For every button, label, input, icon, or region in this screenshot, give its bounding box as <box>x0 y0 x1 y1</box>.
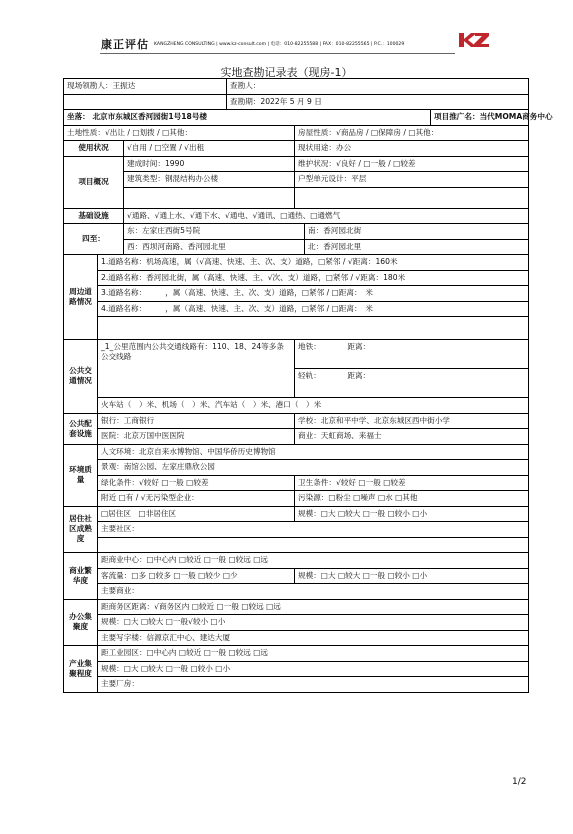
leader-cell: 现场领勘人：王振达 <box>64 79 227 95</box>
surveyor-cell: 查勘人： <box>227 79 529 95</box>
commercial-scale-cell: 规模：□大 □较大 □一般 □较小 □小 <box>295 568 529 584</box>
bank-cell: 银行：工商银行 <box>98 413 295 429</box>
industry-label: 产业集聚程度 <box>64 646 98 693</box>
roads-blank <box>98 317 529 340</box>
commerce-cell: 商业：天虹商场、来福士 <box>295 429 529 445</box>
unit-design-cell: 户型单元设计：平层 <box>295 172 529 188</box>
east-cell: 东：左家庄西街5号院 <box>124 224 305 240</box>
bounds-label: 四至： <box>64 224 124 255</box>
infra-label: 基础设施 <box>64 208 124 224</box>
office-scale-cell: 规模：□大 □较大 □一般√较小 □小 <box>98 615 529 631</box>
overview-blank-2 <box>295 187 529 208</box>
humanities-cell: 人文环境：北京自来水博物馆、中国华侨历史博物馆 <box>98 444 529 460</box>
maintenance-cell: 维护状况：√良好 / □一般 / □较差 <box>295 156 529 172</box>
south-cell: 南：香河园北街 <box>305 224 529 240</box>
industry-main-cell: 主要厂房： <box>98 677 529 693</box>
infra-value: √通路、√通上水、√通下水、√通电、√通讯、□通热、□通燃气 <box>124 208 529 224</box>
school-cell: 学校：北京和平中学、北京东城区西中街小学 <box>295 413 529 429</box>
landscape-cell: 景观：南馆公园、左家庄鼎欣公园 <box>98 460 529 476</box>
header-divider <box>100 53 455 54</box>
industry-scale-cell: 规模：□大 □较大 □一般 □较小 □小 <box>98 661 529 677</box>
industry-distance-cell: 距工业园区：□中心内 □较近 □一般 □较远 □远 <box>98 646 529 662</box>
hospital-cell: 医院：北京万国中医医院 <box>98 429 295 445</box>
land-nature-cell: 土地性质：√出让 / □划拨 / □其他： <box>64 125 295 141</box>
road-1: 1.道路名称：机场高速，属（√高速、快速、主、次、支）道路，□紧邻 / √距离：160米 <box>98 255 529 271</box>
office-distance-cell: 距商务区距离：√商务区内 □较近 □一般 □较远 □远 <box>98 599 529 615</box>
location-label: 坐落： <box>67 112 90 122</box>
company-name: 康正评估 <box>101 38 149 51</box>
commercial-distance-cell: 距商业中心：□中心内 □较近 □一般 □较远 □远 <box>98 553 529 569</box>
hub-distances: 火车站（ ）米、机场（ ）米、汽车站（ ）米、港口（ ）米 <box>98 398 529 414</box>
greening-cell: 绿化条件：√较好 □一般 □较差 <box>98 475 295 491</box>
sanitation-cell: 卫生条件：√较好 □一般 □较差 <box>295 475 529 491</box>
overview-blank-1 <box>124 187 295 208</box>
community-scale-cell: 规模：□大 □较大 □一般 □较小 □小 <box>295 506 529 522</box>
pollution-source-cell: 附近 □有 / √无污染型企业： <box>98 491 295 507</box>
letterhead <box>101 36 404 52</box>
survey-table <box>63 78 553 693</box>
current-use-cell: 现状用途：办公 <box>295 141 529 157</box>
bus-lines: _1_公里范围内公共交通线路有：110、18、24等多条公交线路 <box>98 340 295 398</box>
pollution-cell: 污染源：□粉尘 □噪声 □水 □其他 <box>295 491 529 507</box>
roads-label: 周边道路情况 <box>64 255 98 340</box>
env-label: 环境质量 <box>64 444 98 506</box>
overview-label: 项目概况 <box>64 156 124 208</box>
house-nature-cell: 房屋性质：√商品房 / □保障房 / □其他： <box>295 125 529 141</box>
built-time-cell: 建成时间：1990 <box>124 156 295 172</box>
office-label: 办公集聚度 <box>64 599 98 646</box>
kz-logo-icon <box>458 31 490 49</box>
blank-cell <box>64 94 227 110</box>
road-2: 2.道路名称：香河园北街，属（高速、快速、主、√次、支）道路，□紧邻 / √距离：180米 <box>98 270 529 286</box>
page-number: 1/2 <box>512 777 527 787</box>
community-type-cell: □居住区 □非居住区 <box>98 506 295 522</box>
residential-label: 居住社区成熟度 <box>64 506 98 553</box>
transit-label: 公共交通情况 <box>64 340 98 414</box>
commercial-label: 商业繁华度 <box>64 553 98 600</box>
light-rail-cell: 轻轨： 距离： <box>295 369 529 398</box>
usage-value: √自用 / □空置 / √出租 <box>124 141 295 157</box>
community-main-cell: 主要社区： <box>98 522 529 538</box>
date-cell: 查勘期：2022年 5 月 9 日 <box>227 94 529 110</box>
commercial-main-cell: 主要商业： <box>98 584 529 600</box>
location-cell <box>64 110 431 126</box>
residential-blank <box>98 537 529 553</box>
promo-name-cell: 项目推广名：当代MOMA商务中心 <box>431 110 529 126</box>
subway-cell: 地铁： 距离： <box>295 340 529 369</box>
location-value: 北京市东城区香河园街1号18号楼 <box>92 112 208 122</box>
road-4: 4.道路名称： ，属（高速、快速、主、次、支）道路，□紧邻 / □距离： 米 <box>98 301 529 317</box>
traffic-cell: 客流量：□多 □较多 □一般 □较少 □少 <box>98 568 295 584</box>
document-title: 实地查勘记录表（现房-1） <box>220 66 353 79</box>
usage-label: 使用状况 <box>64 141 124 157</box>
north-cell: 北：香河园北里 <box>305 239 529 255</box>
structure-cell: 建筑类型：钢混结构办公楼 <box>124 172 295 188</box>
office-main-cell: 主要写字楼：信源京汇中心、建达大厦 <box>98 630 529 646</box>
contact-line: KANGZHENG CONSULTING | www.kz-consult.com | 电话：010-82255588 | FAX：010-82255565 | P.C.：100029 <box>154 42 405 47</box>
west-cell: 西：西坝河南路、香河园北里 <box>124 239 305 255</box>
road-3: 3.道路名称： ，属（高速、快速、主、次、支）道路，□紧邻 / □距离： 米 <box>98 286 529 302</box>
facilities-label: 公共配套设施 <box>64 413 98 444</box>
